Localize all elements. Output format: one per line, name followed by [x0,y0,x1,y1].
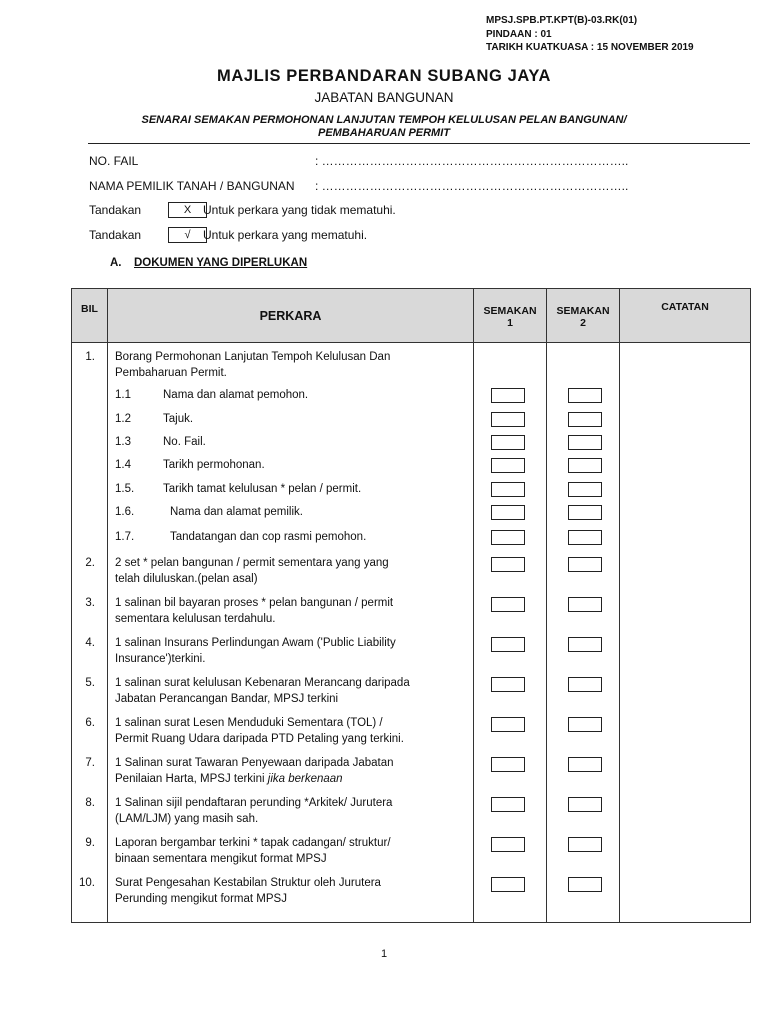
document-title-line-2: PEMBAHARUAN PERMIT [318,127,450,139]
item-text-line: Borang Permohonan Lanjutan Tempoh Kelulusan Dan [115,351,391,363]
document-title [0,114,768,140]
item-text-line: 1 salinan surat Lesen Menduduki Sementara (TOL) / [115,717,383,729]
item-number: 6. [85,717,95,729]
semakan-2-checkbox[interactable] [568,597,602,612]
item-text-line: Surat Pengesahan Kestabilan Struktur oleh Jurutera [115,877,381,889]
semakan-2-checkbox[interactable] [568,412,602,427]
item-text-line: Permit Ruang Udara daripada PTD Petaling yang terkini. [115,732,404,745]
item-text-line: 1 salinan bil bayaran proses * pelan bangunan / permit [115,597,394,609]
semakan-1-checkbox[interactable] [491,637,525,652]
item-text [115,716,404,747]
semakan-2-checkbox[interactable] [568,637,602,652]
amendment-number: PINDAAN : 01 [486,28,552,40]
bil-column [72,343,108,923]
semakan-1-checkbox[interactable] [491,757,525,772]
semakan-1-checkbox[interactable] [491,557,525,572]
semakan-1-checkbox[interactable] [491,877,525,892]
legend-not-comply-text: Untuk perkara yang tidak mematuhi. [203,203,396,217]
semakan-1-checkbox[interactable] [491,482,525,497]
column-header-text: 2 [580,317,586,329]
item-number: 2. [85,557,95,569]
item-number: 8. [85,797,95,809]
file-number-label: NO. FAIL [89,154,139,168]
table-row [72,343,751,923]
sub-item-text: Tarikh tamat kelulusan * pelan / permit. [163,483,362,495]
item-text [115,676,410,707]
section-heading [110,257,307,269]
item-text [115,756,394,787]
item-text-line: 2 set * pelan bangunan / permit sementara yang yang [115,557,389,569]
semakan-2-checkbox[interactable] [568,757,602,772]
item-text [115,636,396,667]
item-text-line: 1 salinan Insurans Perlindungan Awam ('Public Liability [115,637,396,649]
sub-item-text: Nama dan alamat pemilik. [170,506,303,518]
item-text [115,796,392,827]
sub-item-text: Tajuk. [163,413,194,425]
column-header-semakan-1 [474,289,547,343]
reference-code: MPSJ.SPB.PT.KPT(B)-03.RK(01) [486,15,638,26]
item-number: 3. [85,597,95,609]
semakan-2-checkbox[interactable] [568,717,602,732]
semakan-1-checkbox[interactable] [491,597,525,612]
sub-item-number: 1.1 [115,389,131,401]
catatan-column [620,343,751,923]
semakan-2-checkbox[interactable] [568,677,602,692]
semakan-1-checkbox[interactable] [491,677,525,692]
column-header-perkara: PERKARA [108,289,474,343]
column-header-semakan-2 [547,289,620,343]
organization-title: MAJLIS PERBANDARAN SUBANG JAYA [217,67,551,85]
owner-name-field[interactable]: : ………………………………………………………………….. [315,179,629,193]
document-title-line-1: SENARAI SEMAKAN PERMOHONAN LANJUTAN TEMPOH KELULUSAN PELAN BANGUNAN/ [141,114,627,126]
effective-date: TARIKH KUATKUASA : 15 NOVEMBER 2019 [486,42,694,53]
column-header-bil: BIL [72,289,108,343]
item-number: 1. [85,351,95,363]
item-text-line: binaan sementara mengikut format MPSJ [115,852,327,865]
sub-item-number: 1.6. [115,506,135,518]
item-number: 9. [85,837,95,849]
item-number: 10. [79,877,95,889]
semakan-1-checkbox[interactable] [491,435,525,450]
legend-comply-text: Untuk perkara yang mematuhi. [203,228,368,242]
item-number: 4. [85,637,95,649]
semakan-2-checkbox[interactable] [568,435,602,450]
sub-item-number: 1.5. [115,483,135,495]
item-text-line [115,772,394,788]
document-reference [486,14,694,55]
legend-label: Tandakan [89,228,142,242]
sub-item-number: 1.4 [115,459,131,471]
item-text-italic: jika berkenaan [267,772,343,785]
semakan-1-checkbox[interactable] [491,837,525,852]
item-text-line: Insurance')terkini. [115,652,206,665]
section-letter: A. [110,257,122,269]
item-text-line: 1 Salinan surat Tawaran Penyewaan daripada Jabatan [115,757,394,769]
item-text-line: (LAM/LJM) yang masih sah. [115,812,259,825]
semakan-2-checkbox[interactable] [568,877,602,892]
remarks-area[interactable] [620,343,750,922]
item-text [115,596,393,627]
semakan-1-checkbox[interactable] [491,530,525,545]
x-mark-icon: X [168,202,207,218]
sub-item-text: Tarikh permohonan. [163,459,265,471]
sub-item-text: Tandatangan dan cop rasmi pemohon. [170,531,367,543]
semakan-1-checkbox[interactable] [491,458,525,473]
item-text-line: sementara kelulusan terdahulu. [115,612,276,625]
semakan-1-column [474,343,547,923]
semakan-2-checkbox[interactable] [568,505,602,520]
sub-item-text: No. Fail. [163,436,206,448]
checklist-table [71,288,751,923]
check-mark-icon: √ [168,227,207,243]
item-text [115,556,389,587]
header-divider [88,143,750,144]
item-text-fragment: Penilaian Harta, MPSJ terkini [115,772,268,785]
item-number: 7. [85,757,95,769]
item-text-line: Jabatan Perancangan Bandar, MPSJ terkini [115,692,339,705]
table-header-row [72,289,751,343]
perkara-column [108,343,474,923]
legend-label: Tandakan [89,203,142,217]
page-number: 1 [380,948,388,960]
item-text [115,836,391,867]
column-header-catatan: CATATAN [620,289,751,343]
semakan-2-checkbox[interactable] [568,837,602,852]
semakan-1-checkbox[interactable] [491,505,525,520]
sub-item-number: 1.3 [115,436,131,448]
column-header-text: 1 [507,317,513,329]
semakan-2-checkbox[interactable] [568,530,602,545]
semakan-2-checkbox[interactable] [568,797,602,812]
item-text [115,350,390,381]
semakan-1-checkbox[interactable] [491,797,525,812]
section-title: DOKUMEN YANG DIPERLUKAN [134,257,308,269]
sub-item-number: 1.2 [115,413,131,425]
item-text-line: Laporan bergambar terkini * tapak cadangan/ struktur/ [115,837,391,849]
sub-item-number: 1.7. [115,531,135,543]
item-text-line: 1 Salinan sijil pendaftaran perunding *Arkitek/ Jurutera [115,797,393,809]
semakan-2-checkbox[interactable] [568,557,602,572]
semakan-1-checkbox[interactable] [491,717,525,732]
sub-item-text: Nama dan alamat pemohon. [163,389,309,401]
department-title: JABATAN BANGUNAN [314,90,454,105]
semakan-1-checkbox[interactable] [491,412,525,427]
owner-name-label: NAMA PEMILIK TANAH / BANGUNAN [89,179,295,193]
semakan-2-checkbox[interactable] [568,482,602,497]
item-number: 5. [85,677,95,689]
item-text-line: Perunding mengikut format MPSJ [115,892,287,905]
semakan-2-column [547,343,620,923]
column-header-text: SEMAKAN [556,305,610,317]
semakan-1-checkbox[interactable] [491,388,525,403]
item-text-line: telah diluluskan.(pelan asal) [115,572,258,585]
file-number-field[interactable]: : ………………………………………………………………….. [315,154,629,168]
item-text [115,876,381,907]
column-header-text: SEMAKAN [483,305,537,317]
semakan-2-checkbox[interactable] [568,458,602,473]
item-text-line: Pembaharuan Permit. [115,366,227,379]
semakan-2-checkbox[interactable] [568,388,602,403]
item-text-line: 1 salinan surat kelulusan Kebenaran Merancang daripada [115,677,410,689]
